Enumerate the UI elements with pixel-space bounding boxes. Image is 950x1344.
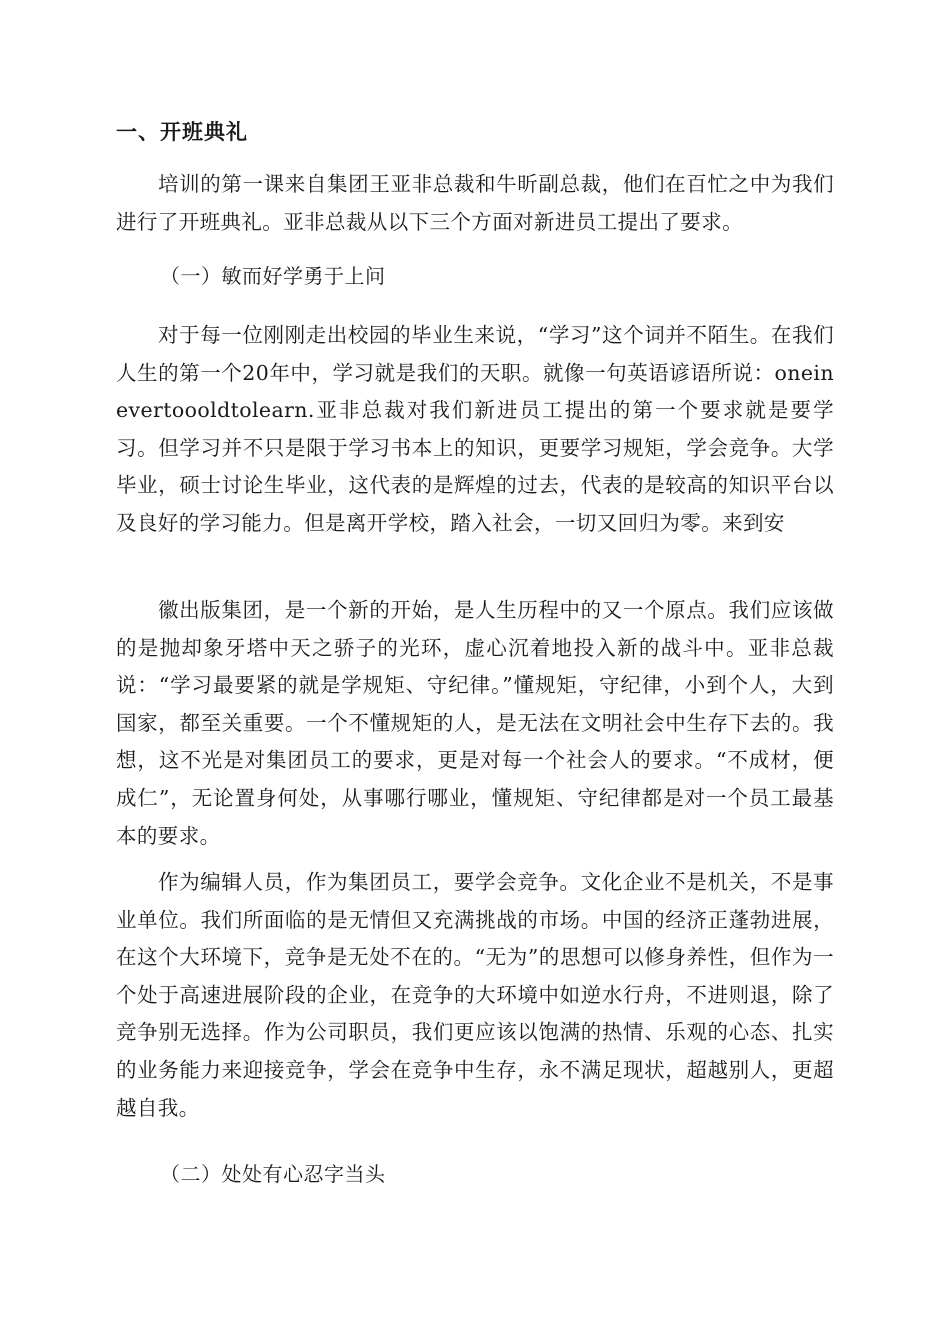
paragraph-competition: 作为编辑人员，作为集团员工，要学会竞争。文化企业不是机关，不是事业单位。我们所面临的是无情但又充满挑战的市场。中国的经济正蓬勃进展，在这个大环境下，竞争是无处不在的。“无为”的思想可以修身养性，但作为一个处于高速进展阶段的企业，在竞争的大环境中如逆水行舟，不进则退，除了竞争别无选择。作为公司职员，我们更应该以饱满的热情、乐观的心态、扎实的业务能力来迎接竞争，学会在竞争中生存，永不满足现状，超越别人，更超越自我。 (116, 870, 834, 1120)
paragraph-intro: 培训的第一课来自集团王亚非总裁和牛昕副总裁，他们在百忙之中为我们进行了开班典礼。亚非总裁从以下三个方面对新进员工提出了要求。 (116, 172, 834, 234)
subheading-1: （一）敏而好学勇于上问 (160, 264, 386, 288)
paragraph-rules: 徽出版集团，是一个新的开始，是人生历程中的又一个原点。我们应该做的是抛却象牙塔中天之骄子的光环，虚心沉着地投入新的战斗中。亚非总裁说：“学习最要紧的就是学规矩、守纪律。”懂规矩，守纪律，小到个人，大到国家，都至关重要。一个不懂规矩的人，是无法在文明社会中生存下去的。我想，这不光是对集团员工的要求，更是对每一个社会人的要求。“不成材，便成仁”，无论置身何处，从事哪行哪业，懂规矩、守纪律都是对一个员工最基本的要求。 (116, 598, 834, 848)
paragraph-learning: 对于每一位刚刚走出校园的毕业生来说，“学习”这个词并不陌生。在我们人生的第一个20年中，学习就是我们的天职。就像一句英语谚语所说：oneinevertoooldtolearn.亚非总裁对我们新进员工提出的第一个要求就是要学习。但学习并不只是限于学习书本上的知识，更要学习规矩，学会竞争。大学毕业，硕士讨论生毕业，这代表的是辉煌的过去，代表的是较高的知识平台以及良好的学习能力。但是离开学校，踏入社会，一切又回归为零。来到安 (116, 323, 834, 535)
subheading-2: （二）处处有心忍字当头 (160, 1162, 386, 1186)
section-heading: 一、开班典礼 (116, 119, 248, 144)
